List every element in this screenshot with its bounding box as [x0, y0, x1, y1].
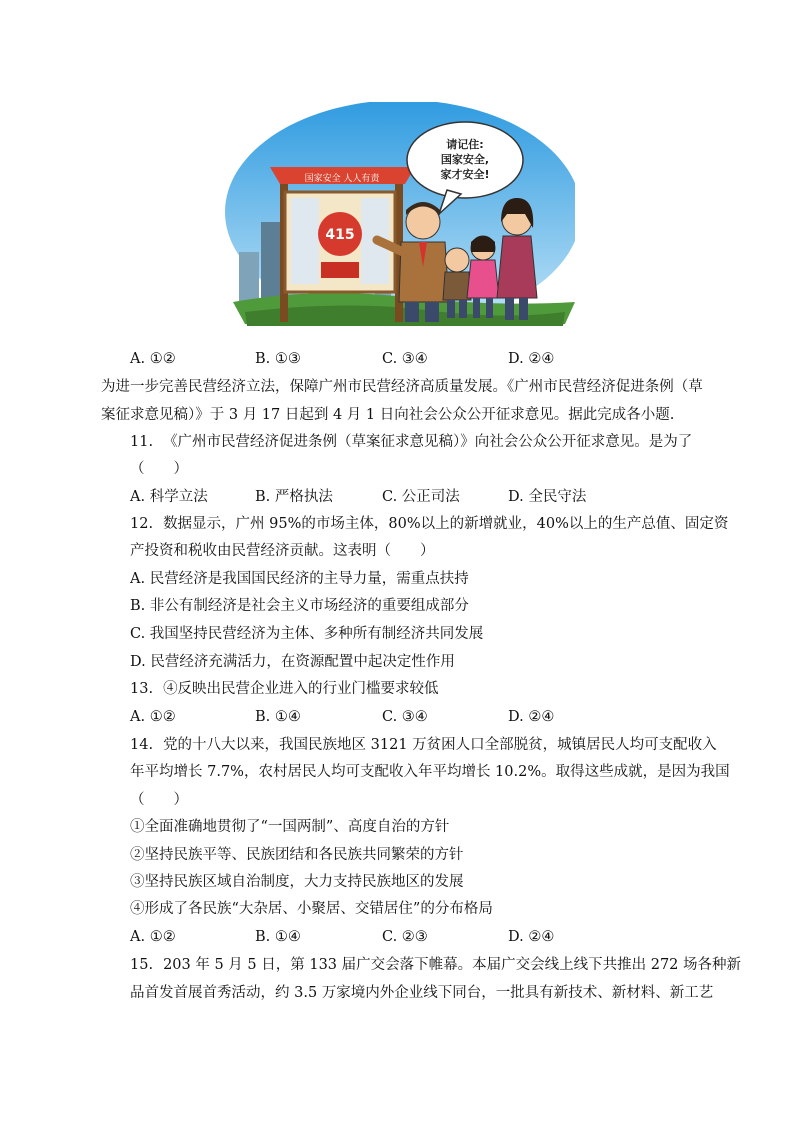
q14-option-c[interactable]: C. ②③ [382, 929, 428, 945]
q11-text: 《广州市民营经济促进条例（草案征求意见稿）》向社会公众公开征求意见。是为了 [163, 434, 693, 450]
badge-number: 415 [325, 227, 355, 243]
q14-text-1: 党的十八大以来，我国民族地区 3121 万贫困人口全部脱贫，城镇居民人均可支配收入 [163, 737, 717, 753]
q13-option-a[interactable]: A. ①② [130, 709, 176, 725]
q14-number: 14. [130, 737, 154, 753]
q13-option-b[interactable]: B. ①④ [255, 709, 301, 725]
q10-option-d[interactable]: D. ②④ [508, 351, 555, 367]
q13-option-c[interactable]: C. ③④ [382, 709, 428, 725]
q12-text-1: 数据显示，广州 95%的市场主体，80%以上的新增就业，40%以上的生产总值、固定资 [163, 516, 729, 532]
bubble-line-3: 家才安全! [440, 168, 490, 181]
q11-option-a[interactable]: A. 科学立法 [130, 489, 208, 505]
q15-stem [130, 955, 741, 975]
q11-blank: （ ） [130, 461, 188, 477]
q12-option-b[interactable]: B. 非公有制经济是社会主义市场经济的重要组成部分 [130, 598, 469, 614]
q14-stem [130, 735, 717, 755]
q14-blank: （ ） [130, 792, 188, 808]
q12-number: 12. [130, 516, 154, 532]
q14-item-4: ④形成了各民族“大杂居、小聚居、交错居住”的分布格局 [130, 901, 493, 917]
q13-number: 13. [130, 681, 154, 697]
q11-option-d[interactable]: D. 全民守法 [508, 489, 587, 505]
q12-text-2: 产投资和税收由民营经济贡献。这表明（ ） [130, 543, 435, 559]
q10-option-c[interactable]: C. ③④ [382, 351, 428, 367]
q11-option-b[interactable]: B. 严格执法 [255, 489, 333, 505]
q14-option-d[interactable]: D. ②④ [508, 929, 555, 945]
q14-item-1: ①全面准确地贯彻了“一国两制”、高度自治的方针 [130, 819, 450, 835]
q14-option-b[interactable]: B. ①④ [255, 929, 301, 945]
q11-option-c[interactable]: C. 公正司法 [382, 489, 460, 505]
q15-number: 15. [130, 957, 154, 973]
q12-option-c[interactable]: C. 我国坚持民营经济为主体、多种所有制经济共同发展 [130, 626, 484, 642]
q11-stem [130, 432, 692, 452]
q14-text-2: 年平均增长 7.7%，农村居民人均可支配收入年平均增长 10.2%。取得这些成就，是因为我国 [130, 764, 730, 780]
q12-option-a[interactable]: A. 民营经济是我国国民经济的主导力量，需重点扶持 [130, 571, 469, 587]
bubble-line-2: 国家安全, [440, 153, 490, 166]
q12-stem [130, 514, 728, 534]
q15-text-1: 203 年 5 月 5 日，第 133 届广交会落下帷幕。本届广交会线上线下共推出 272 场各种新 [163, 957, 742, 973]
q12-option-d[interactable]: D. 民营经济充满活力，在资源配置中起决定性作用 [130, 654, 455, 670]
q11-number: 11. [130, 434, 154, 450]
intro-line-1: 为进一步完善民营经济立法，保障广州市民营经济高质量发展。《广州市民营经济促进条例（草 [101, 379, 703, 395]
q14-option-a[interactable]: A. ①② [130, 929, 176, 945]
sign-title: 国家安全 人人有责 [304, 174, 380, 184]
q13-stem [130, 679, 439, 699]
q15-text-2: 品首发首展首秀活动，约 3.5 万家境内外企业线下同台，一批具有新技术、新材料、新工艺 [130, 985, 714, 1001]
intro-line-2: 案征求意见稿）》于 3 月 17 日起到 4 月 1 日向社会公众公开征求意见。据此完成各小题. [101, 407, 675, 423]
national-security-illustration [225, 102, 575, 330]
q14-item-2: ②坚持民族平等、民族团结和各民族共同繁荣的方针 [130, 847, 464, 863]
q13-option-d[interactable]: D. ②④ [508, 709, 555, 725]
q13-text: ④反映出民营企业进入的行业门槛要求较低 [163, 681, 439, 697]
bubble-line-1: 请记住: [446, 138, 484, 151]
q10-option-b[interactable]: B. ①③ [255, 351, 301, 367]
q10-option-a[interactable]: A. ①② [130, 351, 176, 367]
q14-item-3: ③坚持民族区域自治制度，大力支持民族地区的发展 [130, 874, 464, 890]
